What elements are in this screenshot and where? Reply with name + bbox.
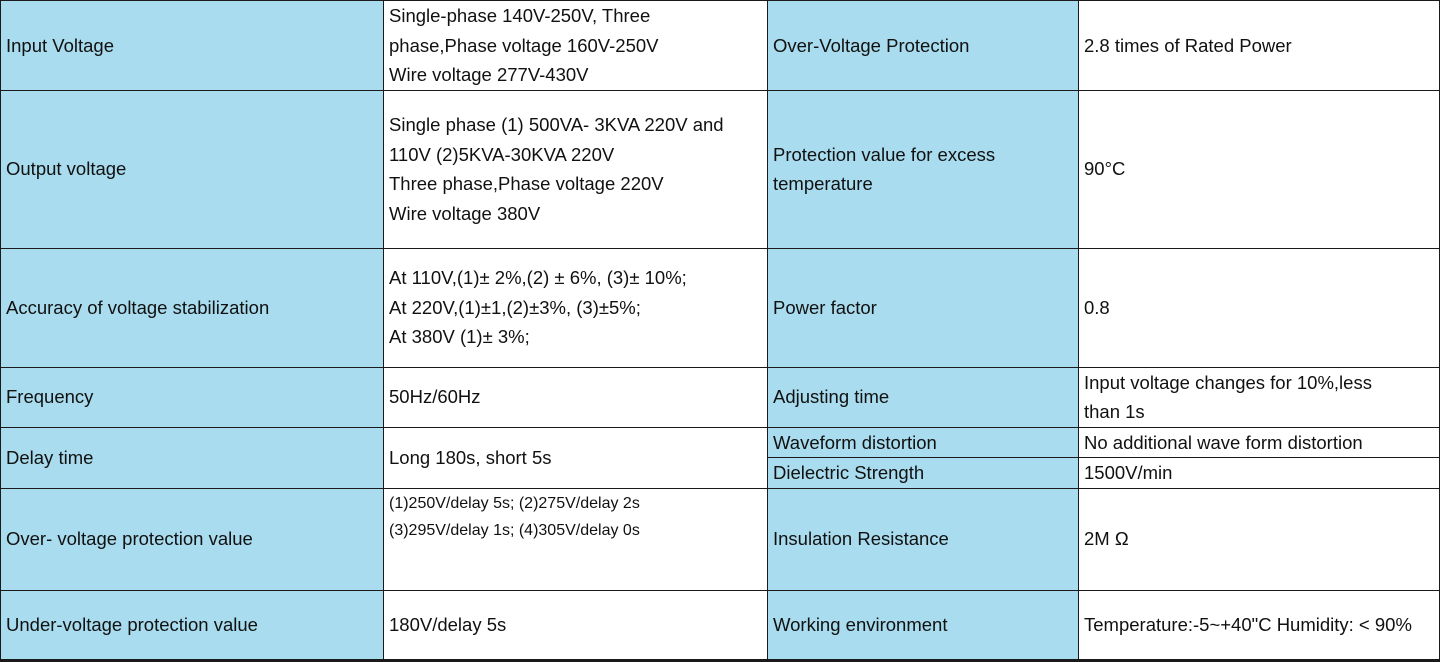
table-row <box>1 248 1440 367</box>
table-row <box>1 90 1440 248</box>
value-adjusting-time <box>1079 367 1440 427</box>
label-power-factor: Power factor <box>768 248 1079 367</box>
label-dielectric-strength: Dielectric Strength <box>768 458 1079 489</box>
value-line: Wire voltage 277V-430V <box>389 60 767 90</box>
label-output-voltage: Output voltage <box>1 90 384 248</box>
label-frequency: Frequency <box>1 367 384 427</box>
label-under-voltage-value: Under-voltage protection value <box>1 590 384 660</box>
value-frequency: 50Hz/60Hz <box>384 367 768 427</box>
value-line: phase,Phase voltage 160V-250V <box>389 31 767 61</box>
value-insulation-resistance: 2M Ω <box>1079 488 1440 590</box>
value-dielectric-strength: 1500V/min <box>1079 458 1440 489</box>
value-line: At 220V,(1)±1,(2)±3%, (3)±5%; <box>389 293 767 323</box>
value-line: (3)295V/delay 1s; (4)305V/delay 0s <box>389 517 767 544</box>
table-row <box>1 427 1440 458</box>
value-over-voltage-value <box>384 488 768 590</box>
table-row <box>1 488 1440 590</box>
value-line: Three phase,Phase voltage 220V <box>389 169 767 199</box>
value-line: Single phase (1) 500VA- 3KVA 220V and <box>389 110 767 140</box>
value-input-voltage <box>384 1 768 91</box>
label-input-voltage: Input Voltage <box>1 1 384 91</box>
value-power-factor: 0.8 <box>1079 248 1440 367</box>
table-row <box>1 590 1440 660</box>
value-working-environment <box>1079 590 1440 660</box>
label-over-voltage-value: Over- voltage protection value <box>1 488 384 590</box>
value-output-voltage <box>384 90 768 248</box>
value-text: Temperature:-5~+40"C Humidity: < 90% <box>1084 610 1439 640</box>
label-over-voltage-protection: Over-Voltage Protection <box>768 1 1079 91</box>
value-under-voltage-value: 180V/delay 5s <box>384 590 768 660</box>
label-excess-temperature <box>768 90 1079 248</box>
label-text: Protection value for excess temperature <box>773 140 1078 199</box>
value-over-voltage-protection: 2.8 times of Rated Power <box>1079 1 1440 91</box>
value-line: Wire voltage 380V <box>389 199 767 229</box>
label-adjusting-time: Adjusting time <box>768 367 1079 427</box>
value-excess-temperature: 90°C <box>1079 90 1440 248</box>
value-line: (1)250V/delay 5s; (2)275V/delay 2s <box>389 490 767 517</box>
label-delay-time: Delay time <box>1 427 384 488</box>
label-waveform-distortion: Waveform distortion <box>768 427 1079 458</box>
value-line: Single-phase 140V-250V, Three <box>389 1 767 31</box>
label-working-environment: Working environment <box>768 590 1079 660</box>
value-line: 110V (2)5KVA-30KVA 220V <box>389 140 767 170</box>
table-row <box>1 1 1440 91</box>
value-line: At 110V,(1)± 2%,(2) ± 6%, (3)± 10%; <box>389 263 767 293</box>
label-accuracy: Accuracy of voltage stabilization <box>1 248 384 367</box>
value-delay-time: Long 180s, short 5s <box>384 427 768 488</box>
label-insulation-resistance: Insulation Resistance <box>768 488 1079 590</box>
value-waveform-distortion: No additional wave form distortion <box>1079 427 1440 458</box>
value-text: Input voltage changes for 10%,less than 1s <box>1084 368 1439 427</box>
table-row <box>1 367 1440 427</box>
value-line: At 380V (1)± 3%; <box>389 322 767 352</box>
value-accuracy <box>384 248 768 367</box>
